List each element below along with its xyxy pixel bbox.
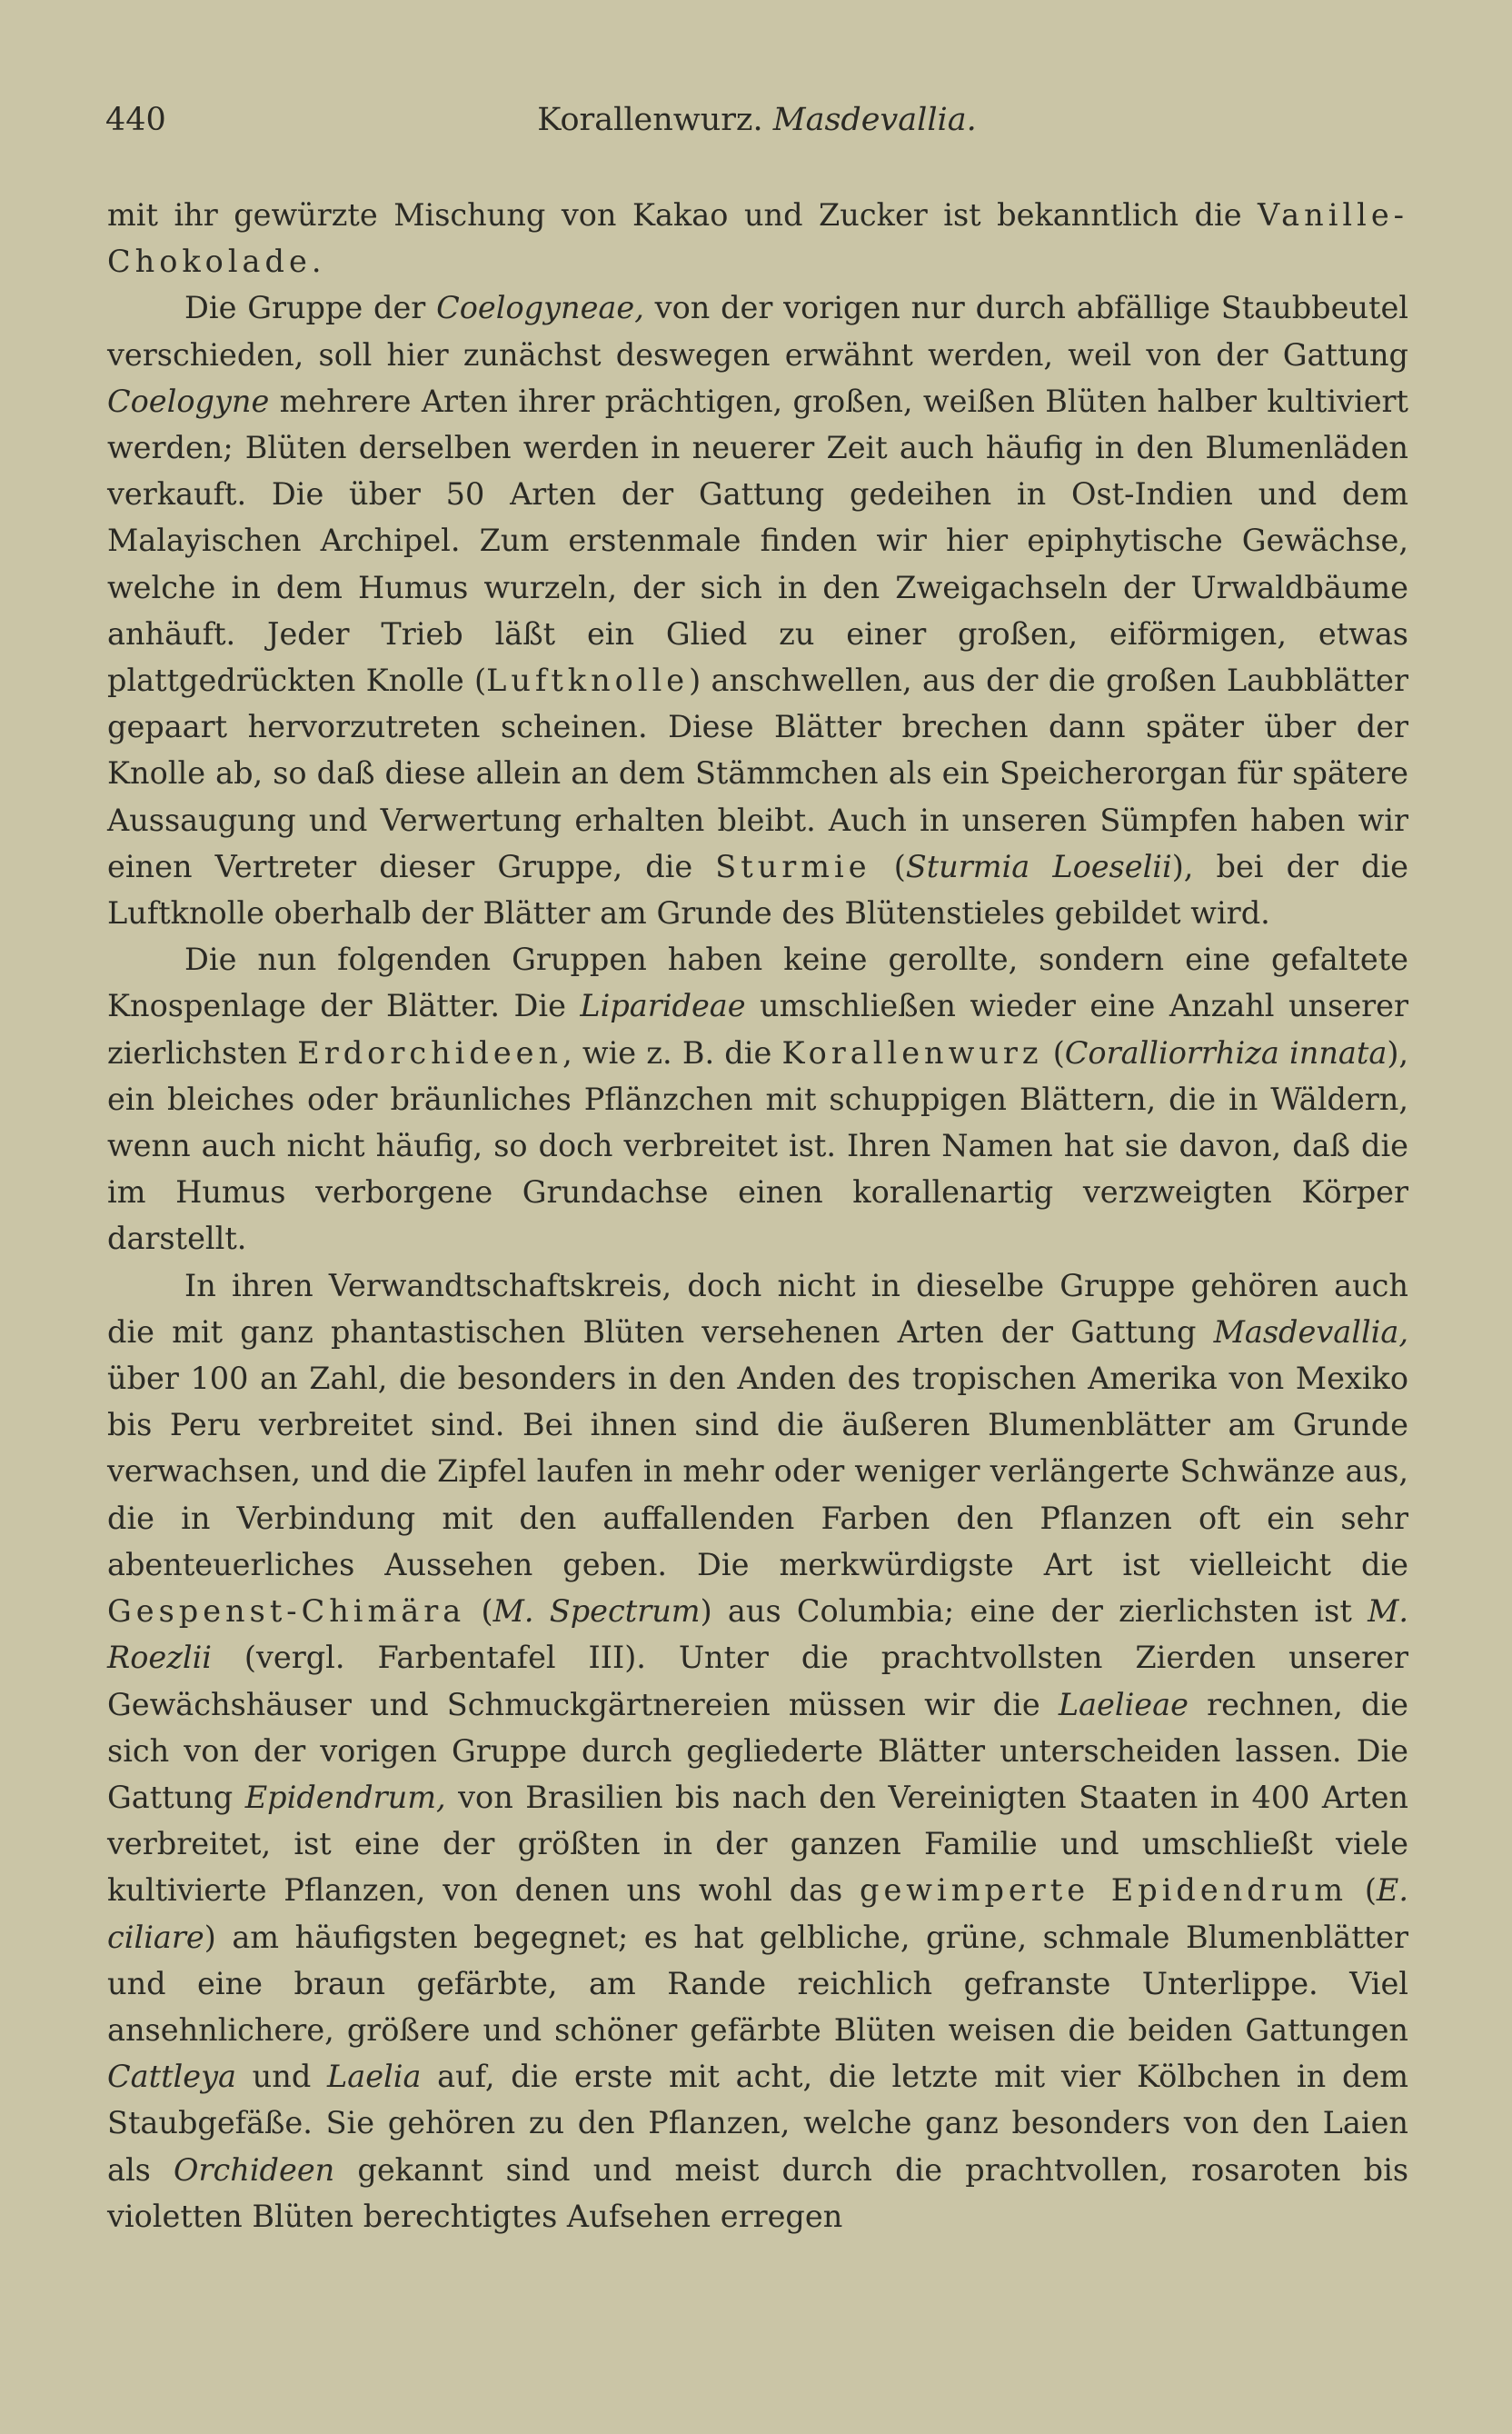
text-run: In ihren Verwandtschaftskreis, doch nicht in dieselbe Gruppe gehören auch die mit ganz phantastischen Blüten versehenen Arten der Gattung [107, 1267, 1408, 1350]
text-run: rechnen, die sich von der vorigen Gruppe durch gegliederte Blätter unterscheiden lassen. Die Gattung [107, 1686, 1408, 1815]
text-run: ( [870, 848, 906, 884]
spaced-term: Vanille-Chokolade [107, 197, 1408, 280]
spaced-term: Gespenst-Chimära [107, 1593, 466, 1630]
italic-term: M. Spectrum [492, 1593, 701, 1630]
text-run: von Brasilien bis nach den Vereinigten Staaten in 400 Arten verbreitet, ist eine der größten in der ganzen Familie und umschließt viele kultivierte Pflanzen, von denen uns wohl das [107, 1779, 1408, 1909]
text-run: über 100 an Zahl, die besonders in den Anden des tropischen Amerika von Mexiko bis Peru verbreitet sind. Bei ihnen sind die äußeren Blumenblätter am Grunde verwachsen, und die Zipfel laufen in mehr oder weniger verlängerte Schwänze aus, die in Verbindung mit den auffallenden Farben den Pflanzen oft ein sehr abenteuerliches Aussehen geben. Die merkwürdigste Art ist vielleicht die [107, 1361, 1408, 1582]
text-run: . [311, 244, 322, 280]
italic-term: Laelieae [1058, 1686, 1189, 1722]
italic-term: Sturmia Loeselii [905, 848, 1172, 884]
spaced-term: Erdorchideen [297, 1034, 563, 1071]
text-run: gekannt sind und meist durch die prachtvollen, rosaroten bis violetten Blüten berechtigtes Aufsehen erregen [107, 2151, 1409, 2234]
italic-term: Epidendrum, [244, 1779, 446, 1815]
running-head-prefix: Korallenwurz. [537, 102, 763, 138]
italic-term: M. Roezlii [107, 1593, 1409, 1676]
spaced-term: Sturmie [715, 848, 871, 884]
text-run: mit ihr gewürzte Mischung von Kakao und Zucker ist bekanntlich die [107, 197, 1258, 233]
italic-term: E. ciliare [107, 1872, 1409, 1955]
text-run: ) am häufigsten begegnet; es hat gelbliche, grüne, schmale Blumenblätter und eine braun gefärbte, am Rande reichlich gefranste Unterlippe. Viel ansehnlichere, größere und schöner gefärbte Blüten weisen die beiden Gattungen [107, 1919, 1408, 2048]
text-run: auf, die erste mit acht, die letzte mit vier Kölbchen in dem Staubgefäße. Sie gehören zu den Pflanzen, welche ganz besonders von den Laien als [107, 2059, 1408, 2188]
spaced-term: gewimperte Epidendrum [860, 1872, 1348, 1909]
running-head-italic: Masdevallia. [772, 102, 977, 138]
italic-term: Coelogyneae, [436, 290, 644, 326]
page-header [105, 102, 1408, 147]
spaced-term: Luftknolle [486, 663, 690, 699]
text-run: ), ein bleiches oder bräunliches Pflänzchen mit schuppigen Blättern, die in Wäldern, wenn auch nicht häufig, so doch verbreitet ist. Ihren Namen hat sie davon, daß die im Humus verborgene Grundachse einen korallenartig verzweigten Körper darstellt. [107, 1034, 1409, 1257]
italic-term: Coelogyne [107, 383, 270, 419]
spaced-term: Korallenwurz [781, 1034, 1043, 1071]
italic-term: Orchideen [174, 2151, 335, 2188]
text-run: ) aus Columbia; eine der zierlichsten ist [700, 1593, 1368, 1630]
text-run: ( [1348, 1872, 1377, 1909]
italic-term: Laelia [327, 2059, 422, 2095]
paragraph-p1 [107, 192, 1408, 284]
text-run: (vergl. Farbentafel III). Unter die prachtvollsten Zierden unserer Gewächshäuser und Schmuckgärtnereien müssen wir die [107, 1640, 1408, 1722]
running-head [105, 102, 1408, 138]
text-run: mehrere Arten ihrer prächtigen, großen, weißen Blüten halber kultiviert werden; Blüten derselben werden in neuerer Zeit auch häufig in den Blumenläden verkauft. Die über 50 Arten der Gattung gedeihen in Ost-Indien und dem Malayischen Archipel. Zum erstenmale finden wir hier epiphytische Gewächse, welche in dem Humus wurzeln, der sich in den Zweigachseln der Urwaldbäume anhäuft. Jeder Trieb läßt ein Glied zu einer großen, eiförmigen, etwas plattgedrückten Knolle ( [107, 383, 1408, 699]
italic-term: Liparideae [580, 988, 746, 1024]
italic-term: Coralliorrhiza innata [1064, 1034, 1388, 1071]
text-run: Die Gruppe der [184, 290, 437, 326]
text-run: ( [1042, 1034, 1065, 1071]
italic-term: Masdevallia, [1213, 1313, 1408, 1350]
text-run: ), bei der die Luftknolle oberhalb der Blätter am Grunde des Blütenstieles gebildet wird. [107, 848, 1408, 932]
text-run: und [235, 2059, 327, 2095]
paragraph-p2 [107, 284, 1408, 936]
paragraph-p4 [107, 1262, 1408, 2239]
text-run: Die nun folgenden Gruppen haben keine gerollte, sondern eine gefaltete Knospenlage der Blätter. Die [107, 942, 1408, 1024]
body-text [107, 192, 1408, 2239]
paragraph-p3 [107, 936, 1408, 1262]
text-run: von der vorigen nur durch abfällige Staubbeutel verschieden, soll hier zunächst deswegen erwähnt werden, weil von der Gattung [107, 290, 1408, 373]
text-run: ( [465, 1593, 493, 1630]
italic-term: Cattleya [107, 2059, 236, 2095]
text-run: ) anschwellen, aus der die großen Laubblätter gepaart hervorzutreten scheinen. Diese Blätter brechen dann später über der Knolle ab, so daß diese allein an dem Stämmchen als ein Speicherorgan für spätere Aussaugung und Verwertung erhalten bleibt. Auch in unseren Sümpfen haben wir einen Vertreter dieser Gruppe, die [107, 663, 1408, 884]
page-number: 440 [105, 102, 166, 138]
text-run: , wie z. B. die [562, 1034, 782, 1071]
text-run: umschließen wieder eine Anzahl unserer zierlichsten [107, 988, 1408, 1071]
